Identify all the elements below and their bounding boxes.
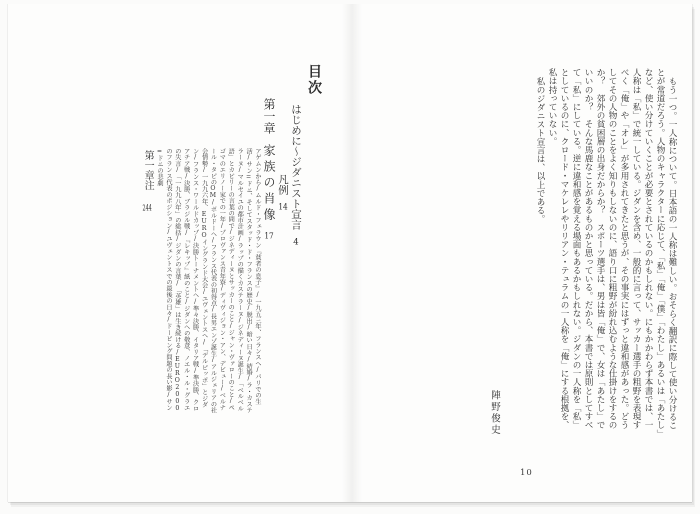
page-number: 10: [520, 468, 533, 478]
open-book-spread: [8, 4, 692, 502]
chapter-notes-entry: [140, 58, 154, 416]
book-gutter-fold: [342, 4, 362, 502]
toc-chapter-1: [261, 58, 276, 416]
chapter-page: 17: [264, 232, 274, 241]
toc-item-hanrei: [276, 58, 289, 416]
author-signature: 陣野俊史: [489, 390, 500, 436]
toc-item-label: 凡例: [277, 174, 289, 195]
chapter-number: 第一章: [262, 98, 276, 134]
toc-item-page: 4: [293, 238, 299, 247]
notes-label: 第一章注: [142, 150, 154, 190]
chapter-summary: アゲムンから/ムルド・フェラウン『貧者の息子』/一九五三年、フランスへ/パリでの生活/サン=ドニ、そしてスタッド・ド・フランスの歴史/脱出/暗い日々/結婚/ラ・カステラーヌ/マルセイユの都市計画/ラップの描くカステラーヌ/ジネディーヌ誕生/「ベルベル語」とカビリーの言葉の間で/ジネディーヌとサッカーのこと/ジャン・ヴァローのこと/ペゴマのエリノー家での一年/プロヴァンス青年寮/ディヴィジョン・アン、デビュー/ベルナール・タピのOM/ボルドーへ/フランス代表の初得点/長男エンゾ誕生/アルジェリアの社会情勢/一九九六年、EUROイングランド大会/ユヴェントスへ/「デルピッポ」とジダン/フランス・ワールドカップ/決勝トーナメントへ/準々決勝、イタリア戦/準決勝、クロアチア戦/決勝、ブラジル戦/『レキップ』紙のこと/ジダンへの敬意、ノエル・ル・グラエの失言/「一九九八年」の総括/ジダンの言葉/「英雄」は生き続ける/EURO2000のフランス代表のポジション/ユヴェントスでの最後の日々/ドーピング問題の長い影/サン=ドニの悲劇: [156, 148, 261, 414]
toc-item-hajimeni: [289, 58, 302, 416]
toc-title: 目次: [306, 64, 322, 96]
chapter-title: 家族の肖像: [262, 144, 276, 224]
preface-paragraph-1: もう一つ。一人称について。日本語の一人称は難しい。おそらく翻訳に際して使い分けることが常道だろう。人物のキャラクターに応じて、「私」「俺」「僕」「わたし」あるいは「あたし」など、使い分けていくことが必要とされているのかもしれない。にもかかわらず本書では、一人称は「私」で統一している。ジダンを含め、一般的に言って、サッカー選手の粗野を表現すべく「俺」や「オレ」が多用されてきたと思うが、その事実にはずっと違和感があった。どうしてその人物のことをよく知りもしないのに、語り口に粗野が紛れ込むような仕掛けをするのか？ 郊外の貧困層の出身だからか？ スポーツ選手は、男は皆「俺」で、女は「あたし」でいいのか？ そんな馬鹿なことがあるものかと思っている。だから、本書では原則としてすべて「私」にしている。逆に違和感を覚える場面もあるかもしれない。ジダンの一人称を「私」としているのに、クロード・マケレレやリリアン・テュラムの一人称を「俺」にする根拠を、私は持っていない。: [547, 68, 677, 434]
preface-text-block: [428, 68, 678, 436]
notes-page: 244: [142, 204, 152, 213]
toc-item-label: はじめに〜ジダニスト宣言: [290, 104, 302, 230]
preface-paragraph-2: 私のジダニスト宣言は、以上である。: [535, 76, 545, 223]
toc-item-page: 14: [278, 203, 288, 212]
toc-block: [44, 58, 326, 416]
